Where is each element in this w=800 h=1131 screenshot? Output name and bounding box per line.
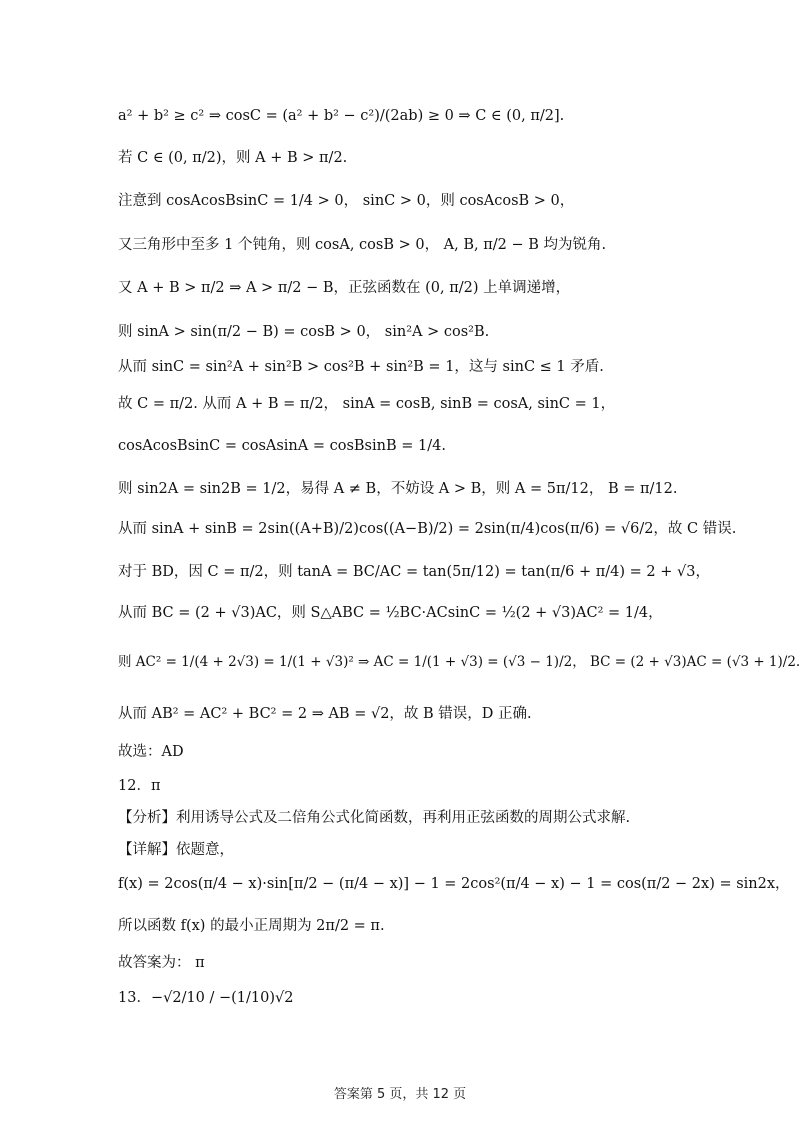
text-line-4: 又三角形中至多 1 个钝角，则 cosA, cosB > 0， A, B, π/2 − B 均为锐角. [118,237,607,253]
question-number-12: 12．π [118,778,161,794]
text-line-13: 从而 BC = (2 + √3)AC，则 S△ABC = ½BC·ACsinC = ½(2 + √3)AC² = 1/4， [118,605,663,621]
question-number-13: 13．−√2/10 / −(1/10)√2 [118,990,294,1006]
text-line-16: 故选：AD [118,744,184,760]
text-line-8: 故 C = π/2. 从而 A + B = π/2， sinA = cosB, sinB = cosA, sinC = 1， [118,396,616,412]
text-line-1: a² + b² ≥ c² ⇒ cosC = (a² + b² − c²)/(2ab) ≥ 0 ⇒ C ∈ (0, π/2]. [118,108,565,124]
text-line-15: 从而 AB² = AC² + BC² = 2 ⇒ AB = √2，故 B 错误，D 正确. [118,706,532,722]
page-footer: 答案第 5 页，共 12 页 [333,1087,467,1102]
text-line-12: 对于 BD，因 C = π/2，则 tanA = BC/AC = tan(5π/12) = tan(π/6 + π/4) = 2 + √3， [118,564,710,580]
text-line-14: 则 AC² = 1/(4 + 2√3) = 1/(1 + √3)² ⇒ AC = 1/(1 + √3) = (√3 − 1)/2， BC = (2 + √3)AC = (√3 + 1)/2. [118,654,800,670]
text-line-9: cosAcosBsinC = cosAsinA = cosBsinB = 1/4. [118,438,446,454]
text-line-10: 则 sin2A = sin2B = 1/2，易得 A ≠ B，不妨设 A > B，则 A = 5π/12， B = π/12. [118,481,678,497]
period-line: 所以函数 f(x) 的最小正周期为 2π/2 = π. [118,918,385,934]
text-line-7: 从而 sinC = sin²A + sin²B > cos²B + sin²B = 1，这与 sinC ≤ 1 矛盾. [118,359,604,375]
text-line-5: 又 A + B > π/2 ⇒ A > π/2 − B，正弦函数在 (0, π/2) 上单调递增， [118,280,571,296]
analysis-line: 【分析】利用诱导公式及二倍角公式化简函数，再利用正弦函数的周期公式求解. [118,810,631,826]
text-line-11: 从而 sinA + sinB = 2sin((A+B)/2)cos((A−B)/2) = 2sin(π/4)cos(π/6) = √6/2，故 C 错误. [118,521,737,537]
text-line-2: 若 C ∈ (0, π/2)，则 A + B > π/2. [118,150,348,166]
text-line-6: 则 sinA > sin(π/2 − B) = cosB > 0， sin²A > cos²B. [118,324,490,340]
text-line-3: 注意到 cosAcosBsinC = 1/4 > 0， sinC > 0，则 cosAcosB > 0， [118,193,575,209]
formula-line: f(x) = 2cos(π/4 − x)·sin[π/2 − (π/4 − x)] − 1 = 2cos²(π/4 − x) − 1 = cos(π/2 − 2x) = sin2x， [118,876,790,892]
answer-line: 故答案为： π [118,955,205,971]
detail-line: 【详解】依题意， [118,842,234,858]
